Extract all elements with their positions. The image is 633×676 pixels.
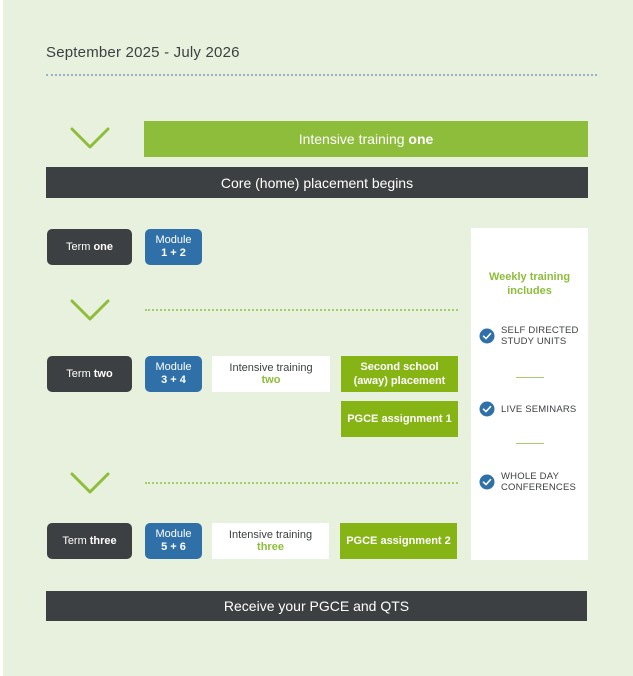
weekly-item-line1: LIVE SEMINARS (501, 403, 577, 415)
weekly-separator (516, 443, 544, 444)
pgce-assignment-2-box (340, 523, 457, 559)
final-outcome-banner (46, 591, 587, 621)
chevron-down-icon (70, 127, 110, 151)
intensive-two-label: Intensive training (229, 362, 313, 374)
module-3-4-box (145, 356, 202, 392)
weekly-item-self-directed (479, 325, 587, 347)
intensive-three-label: Intensive training (228, 529, 313, 541)
term-emph: three (89, 535, 117, 547)
intensive-two-emph: two (261, 374, 281, 386)
module-number: 1 + 2 (161, 247, 186, 259)
second-school-placement-box (341, 356, 458, 392)
check-circle-icon (479, 401, 495, 417)
term-emph: two (93, 368, 113, 380)
weekly-title-line2: includes (507, 285, 552, 297)
check-circle-icon (479, 474, 495, 490)
pgce-assignment-1-box (341, 401, 458, 437)
weekly-item-conferences (479, 471, 587, 493)
chevron-down-icon (70, 472, 110, 496)
weekly-item-line2: CONFERENCES (501, 482, 577, 493)
module-1-2-box (145, 229, 202, 265)
assignment-1-label: PGCE assignment 1 (347, 413, 452, 425)
intensive-three-emph: three (257, 541, 284, 553)
weekly-separator (516, 377, 544, 378)
module-label: Module (155, 234, 192, 246)
final-outcome-label: Receive your PGCE and QTS (223, 598, 410, 614)
module-number: 3 + 4 (161, 374, 186, 386)
term-emph: one (93, 241, 113, 253)
intensive-one-prefix: Intensive training (298, 131, 409, 147)
module-number: 5 + 6 (161, 541, 186, 553)
top-divider (46, 74, 597, 76)
term-two-box (47, 356, 132, 392)
check-circle-icon (479, 328, 495, 344)
dotted-connector (145, 309, 458, 311)
weekly-title-line1: Weekly training (488, 271, 571, 283)
weekly-training-title (471, 270, 588, 298)
term-prefix: Term (62, 535, 87, 547)
weekly-item-line1: SELF DIRECTED (501, 325, 579, 336)
intensive-one-emph: one (408, 131, 434, 147)
weekly-item-line1: WHOLE DAY (501, 471, 560, 482)
second-school-line2: (away) placement (353, 375, 446, 387)
module-label: Module (155, 361, 192, 373)
term-prefix: Term (66, 368, 91, 380)
intensive-training-three-box (212, 523, 329, 559)
term-one-box (47, 229, 132, 265)
term-prefix: Term (65, 241, 91, 253)
intensive-training-two-box (212, 356, 330, 392)
module-label: Module (155, 528, 192, 540)
module-5-6-box (145, 523, 202, 559)
term-three-box (47, 523, 132, 559)
core-placement-label: Core (home) placement begins (220, 174, 414, 191)
date-range: September 2025 - July 2026 (46, 44, 240, 61)
chevron-down-icon (70, 299, 110, 323)
second-school-line1: Second school (360, 361, 439, 373)
weekly-item-live-seminars (479, 401, 587, 417)
assignment-2-label: PGCE assignment 2 (346, 535, 451, 547)
weekly-item-line2: STUDY UNITS (501, 336, 567, 347)
dotted-connector (145, 482, 458, 484)
core-placement-banner (46, 167, 588, 198)
intensive-training-one-banner (144, 121, 588, 157)
